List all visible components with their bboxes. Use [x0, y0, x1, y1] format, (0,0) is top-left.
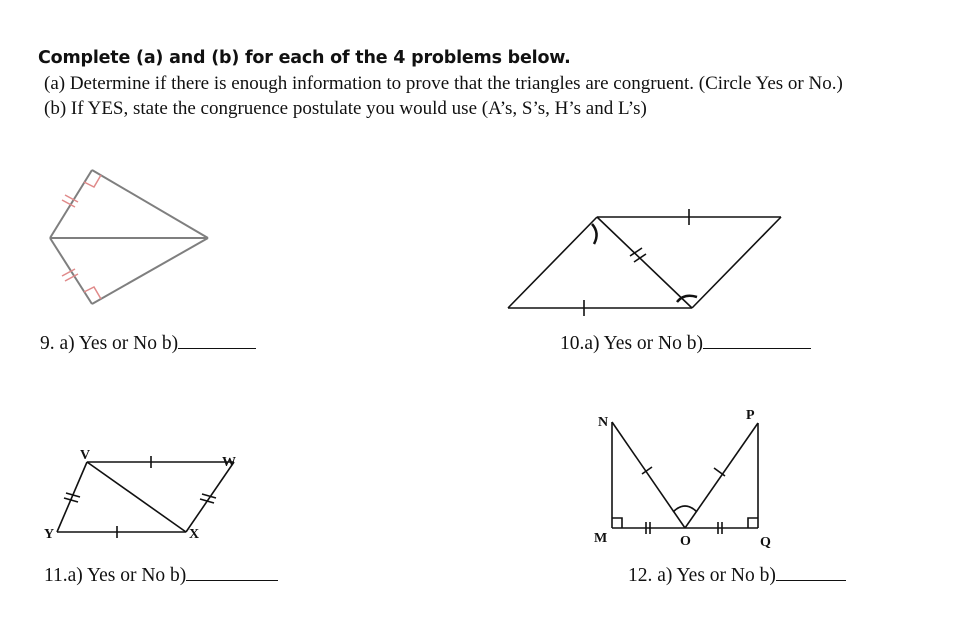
problem-11-answer-blank[interactable] — [186, 579, 278, 581]
label-v: V — [80, 448, 91, 463]
figure-11 — [57, 456, 234, 538]
fig9-lower-right-side — [92, 238, 208, 304]
fig11-side-yv — [57, 462, 87, 532]
worksheet-heading: Complete (a) and (b) for each of the 4 problems below. — [38, 48, 571, 68]
instruction-b: (b) If YES, state the congruence postulate you would use (A’s, S’s, H’s and L’s) — [44, 98, 647, 119]
fig12-side-op — [685, 423, 758, 528]
instruction-a: (a) Determine if there is enough information to prove that the triangles are congruent. (Circle Yes or No.) — [44, 73, 843, 94]
fig10-right-side — [692, 217, 781, 308]
problem-11-prompt — [44, 565, 278, 587]
problem-12-prompt — [628, 565, 846, 587]
label-p: P — [746, 408, 755, 423]
figure-9 — [50, 170, 208, 304]
problem-10-answer-blank[interactable] — [703, 347, 811, 349]
label-y: Y — [44, 527, 55, 542]
fig10-left-side — [508, 217, 597, 308]
fig10-diagonal — [597, 217, 692, 308]
problem-9-answer-blank[interactable] — [178, 347, 256, 349]
problem-9-prompt — [40, 333, 256, 355]
problem-10-prompt — [560, 333, 811, 355]
label-w: W — [222, 455, 236, 470]
label-o: O — [680, 534, 691, 549]
problem-12-answer-blank[interactable] — [776, 579, 846, 581]
fig11-diagonal-vx — [87, 462, 186, 532]
figure-12 — [612, 422, 758, 534]
fig9-upper-right-side — [92, 170, 208, 238]
label-x: X — [189, 527, 200, 542]
problem-12-label: 12. a) Yes or No b) — [628, 565, 776, 586]
problem-10-label: 10.a) Yes or No b) — [560, 333, 703, 354]
fig12-side-no — [612, 422, 685, 528]
problem-9-label: 9. a) Yes or No b) — [40, 333, 179, 354]
problem-11-label: 11.a) Yes or No b) — [44, 565, 187, 586]
figure-10 — [508, 209, 781, 316]
label-q: Q — [760, 535, 771, 550]
label-m: M — [594, 531, 608, 546]
label-n: N — [598, 415, 609, 430]
